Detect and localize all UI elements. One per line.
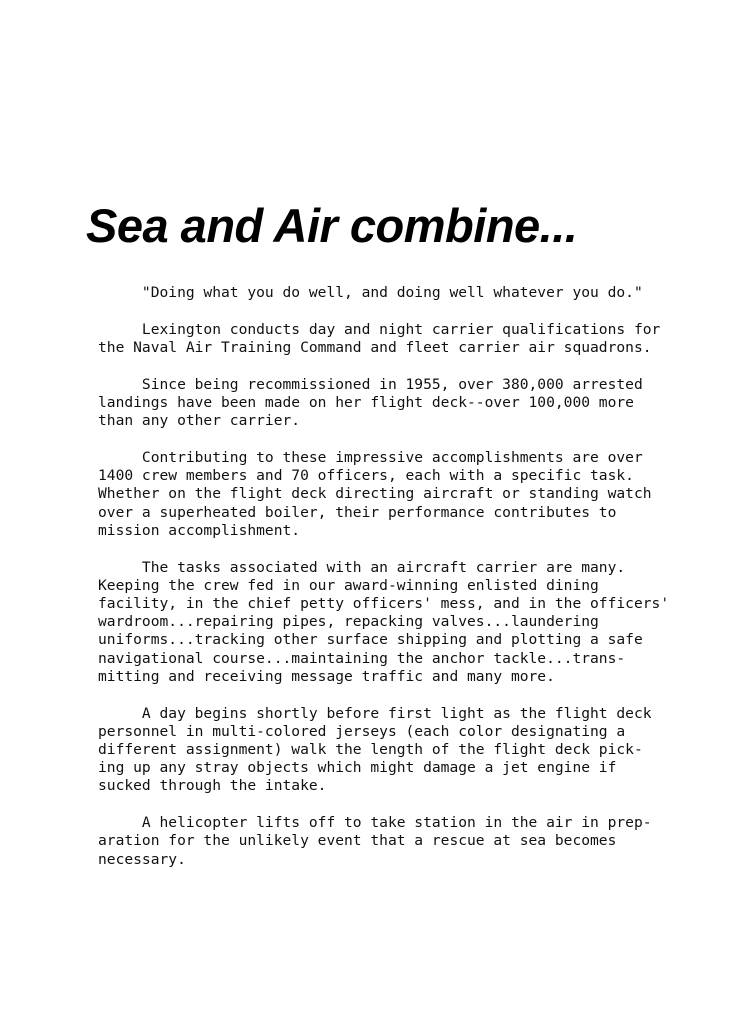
page-title: Sea and Air combine... [86, 199, 578, 252]
text-line: aration for the unlikely event that a rescue at sea becomes [98, 832, 617, 850]
text-line: 1400 crew members and 70 officers, each with a specific task. [98, 467, 634, 485]
body-text [98, 284, 698, 887]
text-line: the Naval Air Training Command and fleet carrier air squadrons. [98, 339, 652, 356]
text-line: landings have been made on her flight deck--over 100,000 more [98, 394, 634, 411]
text-line: necessary. [98, 850, 186, 868]
text-line: over a superheated boiler, their performance contributes to [98, 503, 617, 521]
paragraph [98, 814, 698, 869]
text-line: than any other carrier. [98, 412, 301, 430]
text-line: "Doing what you do well, and doing well whatever you do." [98, 284, 643, 301]
text-line: navigational course...maintaining the anchor tackle...trans- [98, 649, 626, 667]
text-line: The tasks associated with an aircraft carrier are many. [98, 558, 626, 576]
text-line: different assignment) walk the length of the flight deck pick- [98, 741, 643, 759]
paragraph [98, 321, 698, 357]
text-line: A helicopter lifts off to take station in the air in prep- [98, 814, 652, 832]
text-line: Whether on the flight deck directing aircraft or standing watch [98, 485, 652, 503]
paragraph [98, 284, 698, 302]
paragraph [98, 559, 698, 686]
text-line: Lexington conducts day and night carrier qualifications for [98, 320, 661, 338]
text-line: A day begins shortly before first light as the flight deck [98, 704, 652, 722]
paragraph [98, 449, 698, 540]
text-line: mission accomplishment. [98, 521, 301, 539]
paragraph [98, 376, 698, 431]
text-line: wardroom...repairing pipes, repacking valves...laundering [98, 613, 599, 631]
text-line: Since being recommissioned in 1955, over 380,000 arrested [98, 375, 643, 393]
text-line: Keeping the crew fed in our award-winning enlisted dining [98, 576, 599, 594]
text-line: facility, in the chief petty officers' mess, and in the officers' [98, 595, 670, 613]
text-line: Contributing to these impressive accomplishments are over [98, 449, 643, 466]
text-line: personnel in multi-colored jerseys (each color designating a [98, 722, 626, 740]
text-line: sucked through the intake. [98, 777, 327, 795]
text-line: uniforms...tracking other surface shipping and plotting a safe [98, 631, 643, 649]
text-line: mitting and receiving message traffic and many more. [98, 667, 555, 685]
text-line: ing up any stray objects which might damage a jet engine if [98, 759, 617, 777]
paragraph [98, 705, 698, 796]
